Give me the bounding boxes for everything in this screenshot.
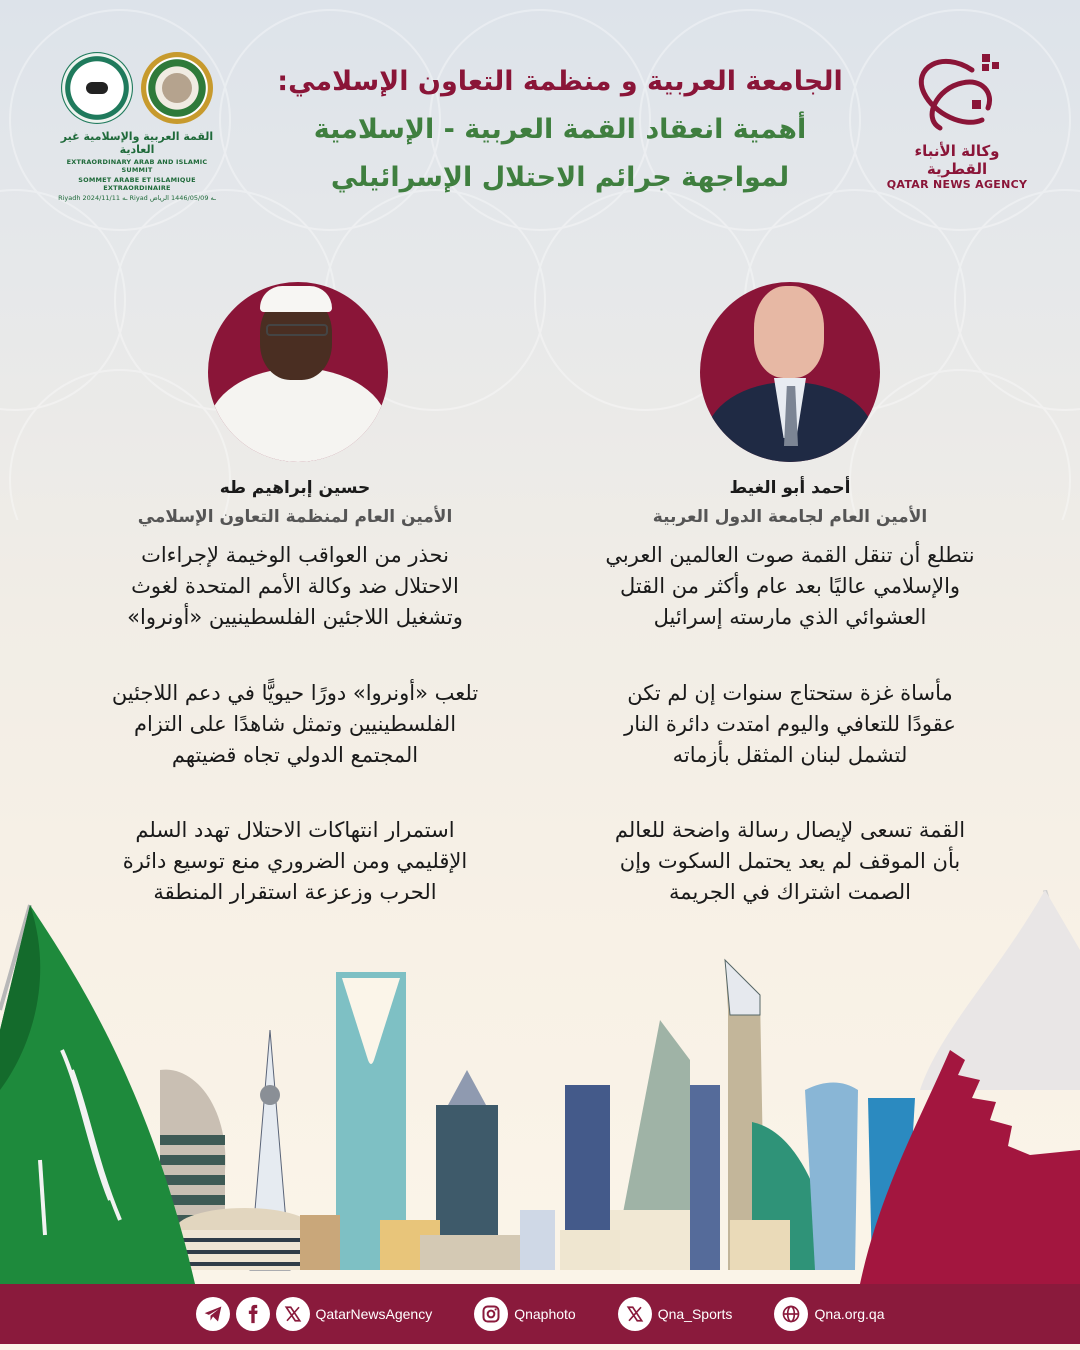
portrait-hissein-taha [208, 282, 388, 462]
qatar-flag [860, 890, 1080, 1284]
speaker-name: حسين إبراهيم طه [219, 478, 371, 498]
arab-league-emblem-icon [141, 52, 213, 124]
qna-logo [882, 48, 1032, 191]
headline-line-3: لمواجهة جرائم الاحتلال الإسرائيلي [330, 162, 790, 193]
speaker-role: الأمين العام لجامعة الدول العربية [652, 507, 928, 527]
qna-name-en: QATAR NEWS AGENCY [886, 178, 1028, 191]
social-group-sports[interactable] [618, 1297, 733, 1331]
quote-2: تلعب «أونروا» دورًا حيويًّا في دعم اللاجئين الفلسطينيين وتمثل شاهدًا على التزام المجتمع الدولي تجاه قضيتهم [111, 681, 479, 767]
social-handle-qna-sports[interactable]: Qna_Sports [657, 1306, 733, 1322]
summit-title-ar: القمة العربية والإسلامية غير العادية [60, 130, 214, 156]
riyadh-skyline [160, 972, 555, 1270]
social-group-qatarnewsagency[interactable] [196, 1297, 433, 1331]
doha-skyline [560, 960, 915, 1270]
footer-bottom-strip [0, 1344, 1080, 1350]
website-link[interactable]: Qna.org.qa [814, 1306, 885, 1322]
summit-title-fr: SOMMET ARABE ET ISLAMIQUE EXTRAORDINAIRE [78, 176, 196, 192]
social-group-instagram[interactable] [474, 1297, 576, 1331]
headline-line-2: أهمية انعقاد القمة العربية - الإسلامية [313, 114, 807, 145]
qna-name-ar: وكالة الأنباء القطرية [914, 142, 1000, 178]
social-handle-qatarnewsagency[interactable]: QatarNewsAgency [315, 1306, 433, 1322]
speaker-name: أحمد أبو الغيط [729, 478, 851, 498]
social-handle-qnaphoto[interactable]: Qnaphoto [514, 1306, 576, 1322]
skyline-illustration [0, 890, 1080, 1290]
speaker-role: الأمين العام لمنظمة التعاون الإسلامي [137, 507, 453, 527]
speaker-column-aboul-gheit [580, 474, 1000, 904]
quote-3: القمة تسعى لإيصال رسالة واضحة للعالم بأن الموقف لم يعد يحتمل السكوت وإن الصمت اشتراك في الجريمة [614, 818, 966, 904]
oic-emblem-icon [61, 52, 133, 124]
x-icon[interactable] [276, 1297, 310, 1331]
quote-1: نتطلع أن تنقل القمة صوت العالمين العربي والإسلامي عاليًا بعد عام وأكثر من القتل العشوائي الذي مارسته إسرائيل [605, 543, 975, 629]
footer-social-bar [0, 1284, 1080, 1344]
portrait-aboul-gheit [700, 282, 880, 462]
instagram-icon[interactable] [474, 1297, 508, 1331]
speaker-column-hissein-taha [85, 474, 505, 904]
headline-line-1: الجامعة العربية و منظمة التعاون الإسلامي: [277, 66, 843, 97]
social-group-website[interactable] [774, 1297, 884, 1331]
globe-icon[interactable] [774, 1297, 808, 1331]
facebook-icon[interactable] [236, 1297, 270, 1331]
summit-logo [52, 52, 222, 202]
telegram-icon[interactable] [196, 1297, 230, 1331]
quote-1: نحذر من العواقب الوخيمة لإجراءات الاحتلال ضد وكالة الأمم المتحدة لغوث وتشغيل اللاجئين الفلسطينيين «أونروا» [127, 543, 463, 629]
quote-3: استمرار انتهاكات الاحتلال تهدد السلم الإقليمي ومن الضروري منع توسيع دائرة الحرب وزعزعة استقرار المنطقة [122, 818, 468, 904]
quote-2: مأساة غزة ستحتاج سنوات إن لم تكن عقودًا للتعافي واليوم امتدت دائرة النار لتشمل لبنان المثقل بأزماته [624, 681, 956, 767]
headline [260, 58, 860, 202]
summit-title-en: EXTRAORDINARY ARAB AND ISLAMIC SUMMIT [66, 158, 208, 174]
x-icon[interactable] [618, 1297, 652, 1331]
qna-atom-icon [902, 48, 1012, 136]
summit-date: Riyadh ـه 2024/11/11 Riyad ـه 1446/05/09 الرياض [58, 194, 216, 202]
